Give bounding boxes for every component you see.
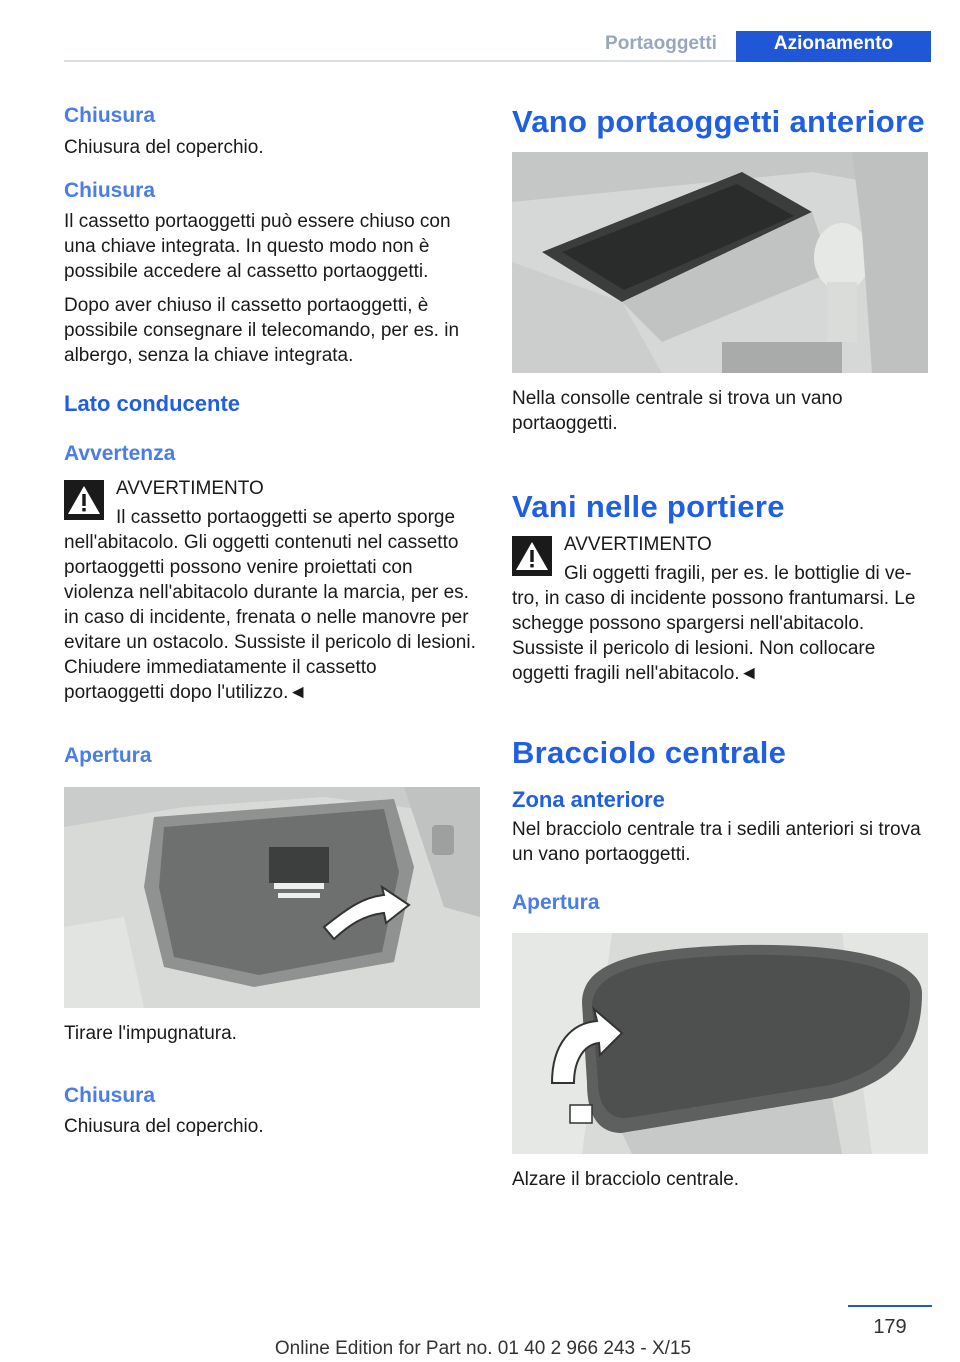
- heading-vano-anteriore: Vano portaoggetti anteriore: [512, 104, 925, 139]
- text-vano: Nella consolle centrale si trova un vano portaoggetti.: [512, 388, 843, 434]
- right-column: [512, 100, 928, 1192]
- warning-block-left: [64, 476, 480, 705]
- glovebox-image: [64, 787, 480, 1008]
- header-chapter-tab[interactable]: Azionamento: [736, 31, 931, 62]
- footer-rule: [848, 1305, 932, 1307]
- text-chiusura-1: Chiusura del coperchio.: [64, 137, 264, 158]
- heading-zona-anteriore: Zona anteriore: [512, 787, 665, 812]
- warning-block-right: [512, 532, 928, 686]
- heading-vani-portiere: Vani nelle portiere: [512, 489, 785, 524]
- heading-bracciolo: Bracciolo centrale: [512, 735, 787, 770]
- warning-text-right-2: tro, in caso di incidente possono frantumarsi. Le schegge possono spargersi nell'abitacolo. Sussiste il pericolo di lesioni. Non collocare oggetti fragili nell'abitacolo.◄: [512, 588, 916, 684]
- warning-triangle-icon: [64, 480, 104, 520]
- text-zona: Nel bracciolo centrale tra i sedili anteriori si trova un vano portaoggetti.: [512, 819, 921, 865]
- caption-bracciolo: Alzare il bracciolo centrale.: [512, 1169, 740, 1190]
- warning-title-right: AVVERTIMENTO: [564, 534, 712, 555]
- warning-text-left-1: Il cassetto portaoggetti se aperto sporge: [116, 507, 456, 528]
- heading-apertura-left: Apertura: [64, 744, 152, 767]
- text-chiusura-3: Chiusura del coperchio.: [64, 1116, 264, 1137]
- footer-edition: Online Edition for Part no. 01 40 2 966 243 - X/15: [274, 1338, 692, 1359]
- heading-lato-conducente: Lato conducente: [64, 391, 241, 416]
- heading-avvertenza: Avvertenza: [64, 442, 176, 465]
- warning-triangle-icon: [512, 536, 552, 576]
- text-chiusura-2b: Dopo aver chiuso il cassetto portaoggetti, è possibile consegnare il telecomando, per es. in albergo, senza la chiave integrata.: [64, 295, 460, 366]
- page-number: 179: [873, 1316, 907, 1338]
- left-column: [64, 100, 480, 1139]
- warning-text-right-1: Gli oggetti fragili, per es. le bottiglie di ve-: [564, 563, 912, 584]
- armrest-image: [512, 933, 928, 1154]
- heading-apertura-right: Apertura: [512, 891, 600, 914]
- text-chiusura-2a: Il cassetto portaoggetti può essere chiuso con una chiave integrata. In questo modo non è possibile accedere al cassetto portaoggetti.: [64, 211, 451, 282]
- heading-chiusura-3: Chiusura: [64, 1084, 156, 1107]
- header-section-tab[interactable]: Portaoggetti: [605, 33, 717, 54]
- warning-title-left: AVVERTIMENTO: [116, 478, 264, 499]
- heading-chiusura-2: Chiusura: [64, 179, 156, 202]
- heading-chiusura-1: Chiusura: [64, 104, 156, 127]
- warning-text-left-2: nell'abitacolo. Gli oggetti contenuti nel cassetto portaoggetti possono venire proiettati con violenza nell'abitacolo durante la marcia, per es. in caso di incidente, frenata o nelle manovre per evitare un ostacolo. Sussiste il pericolo di lesioni. Chiudere immediatamente il cassetto portaoggetti dopo l'utilizzo.◄: [64, 532, 476, 703]
- caption-apertura: Tirare l'impugnatura.: [64, 1023, 237, 1044]
- center-console-image: [512, 152, 928, 373]
